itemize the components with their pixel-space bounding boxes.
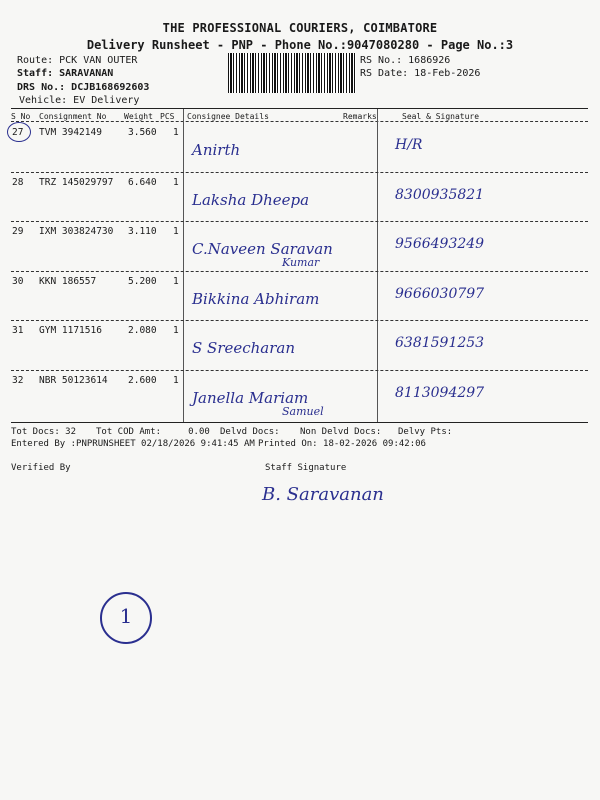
row-consignment-no: KKN 186557 xyxy=(39,275,97,287)
barcode-image xyxy=(228,53,356,93)
row-consignee-name: Anirth xyxy=(192,141,241,159)
row-pcs: 1 xyxy=(173,325,179,336)
row-consignment-no: IXM 303824730 xyxy=(39,226,114,237)
row-consignee-name: Laksha Dheepa xyxy=(192,190,310,209)
row-seal-signature: 6381591253 xyxy=(395,335,485,351)
total-docs: Tot Docs: 32 xyxy=(11,427,77,437)
row-consignee-name: S Sreecharan xyxy=(192,339,296,357)
col-header-pcs: PCS xyxy=(160,112,175,121)
row-consignee-name: Janella Mariam xyxy=(192,388,309,407)
row-consignee-name: Bikkina Abhiram xyxy=(192,289,320,308)
row-weight: 2.080 xyxy=(128,325,157,336)
row-sno: 27 xyxy=(12,127,24,138)
staff-signature: B. Saravanan xyxy=(262,484,384,505)
row-consignment-no: GYM 1171516 xyxy=(39,325,102,336)
row-weight: 3.110 xyxy=(128,226,157,237)
route-label: Route: PCK VAN OUTER xyxy=(17,55,138,66)
row-pcs: 1 xyxy=(173,127,179,138)
row-separator xyxy=(11,221,588,222)
row-pcs: 1 xyxy=(173,226,179,237)
row-weight: 3.560 xyxy=(128,127,157,138)
row-pcs: 1 xyxy=(173,275,179,287)
col-header-weight: Weight xyxy=(124,112,153,121)
company-name: THE PROFESSIONAL COURIERS, COIMBATORE xyxy=(162,21,438,35)
row-consignment-no: TRZ 145029797 xyxy=(39,176,114,188)
entered-by: Entered By :PNPRUNSHEET 02/18/2026 9:41:45 AM xyxy=(11,439,255,449)
row-separator xyxy=(11,370,588,371)
row-consignee-name-line2: Kumar xyxy=(282,256,320,269)
row-seal-signature: 8300935821 xyxy=(395,186,485,203)
verified-by-label: Verified By xyxy=(11,463,71,473)
row-consignment-no: TVM 3942149 xyxy=(39,127,102,138)
rs-number: RS No.: 1686926 xyxy=(360,55,451,66)
staff-signature-label: Staff Signature xyxy=(265,463,347,473)
circled-page-mark xyxy=(100,592,152,644)
non-delivered-docs: Non Delvd Docs: xyxy=(300,427,382,437)
sno-circle-mark xyxy=(7,122,31,142)
drs-number: DRS No.: DCJB168692603 xyxy=(17,82,150,93)
row-seal-signature: 8113094297 xyxy=(395,384,485,401)
delivered-docs: Delvd Docs: xyxy=(220,427,280,437)
col-header-seal: Seal & Signature xyxy=(402,112,480,121)
row-weight: 2.600 xyxy=(128,374,157,386)
printed-on: Printed On: 18-02-2026 09:42:06 xyxy=(258,439,426,449)
row-sno: 32 xyxy=(12,374,24,386)
col-header-consignment: Consignment No xyxy=(39,112,107,121)
delivery-points: Delvy Pts: xyxy=(398,427,453,437)
row-consignment-no: NBR 50123614 xyxy=(39,374,108,386)
row-sno: 29 xyxy=(12,226,24,237)
row-sno: 28 xyxy=(12,176,24,188)
rs-date: RS Date: 18-Feb-2026 xyxy=(360,68,481,79)
row-consignee-name: C.Naveen Saravan xyxy=(192,240,333,258)
vehicle-label: Vehicle: EV Delivery xyxy=(19,95,140,106)
total-cod: Tot COD Amt: 0.00 xyxy=(96,427,210,437)
row-separator xyxy=(11,271,588,272)
row-seal-signature: 9666030797 xyxy=(395,285,485,302)
row-weight: 6.640 xyxy=(128,176,157,188)
row-pcs: 1 xyxy=(173,176,179,188)
row-separator xyxy=(11,172,588,173)
row-pcs: 1 xyxy=(173,374,179,386)
row-seal-signature: H/R xyxy=(395,137,423,153)
row-sno: 30 xyxy=(12,275,24,287)
staff-label: Staff: SARAVANAN xyxy=(17,68,114,79)
col-header-remarks: Remarks xyxy=(343,112,377,121)
row-separator xyxy=(11,320,588,321)
row-seal-signature: 9566493249 xyxy=(395,236,485,252)
row-consignee-name-line2: Samuel xyxy=(282,404,324,418)
circled-number: 1 xyxy=(119,604,133,628)
col-header-sno: S No xyxy=(11,112,31,121)
runsheet-title: Delivery Runsheet - PNP - Phone No.:9047080280 - Page No.:3 xyxy=(86,38,514,52)
col-header-consignee: Consignee Details xyxy=(187,112,269,121)
row-weight: 5.200 xyxy=(128,275,157,287)
row-sno: 31 xyxy=(12,325,24,336)
